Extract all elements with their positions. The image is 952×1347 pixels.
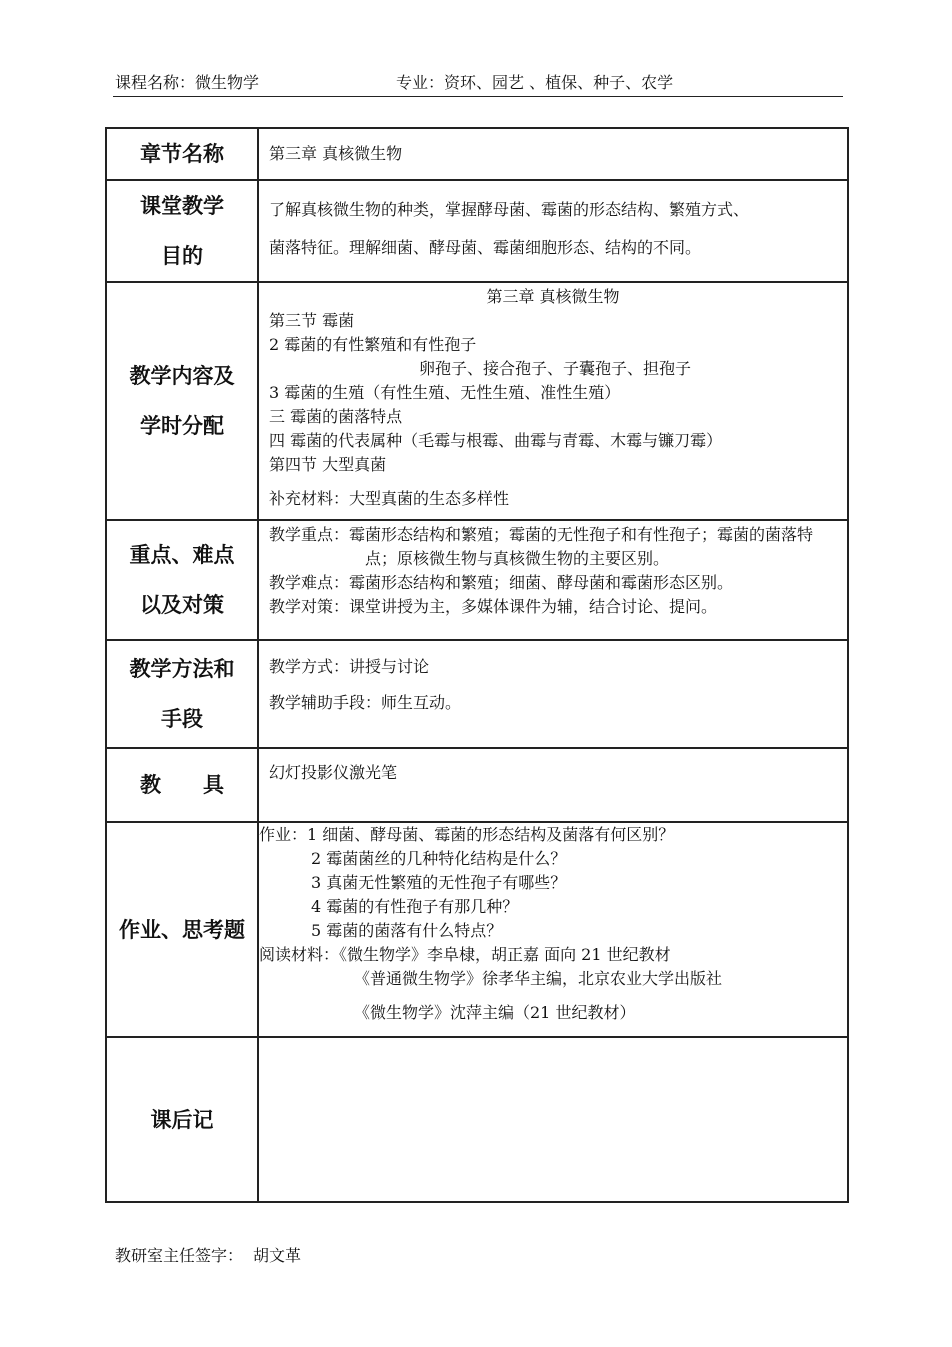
teaching-focus: 教学重点：霉菌形态结构和繁殖；霉菌的无性孢子和有性孢子；霉菌的菌落特点；原核微生物与真核微生物的主要区别。: [269, 525, 814, 568]
content-line: 2 霉菌的有性繁殖和有性孢子: [269, 335, 477, 354]
value-method: [258, 640, 848, 748]
homework-line: 《普通微生物学》徐孝华主编，北京农业大学出版社: [354, 969, 723, 988]
content-line: 补充材料：大型真菌的生态多样性: [269, 489, 510, 508]
label-tools: 教 具: [106, 748, 258, 822]
table-row-keypoints: [106, 520, 848, 640]
label-content-line1: 教学内容及: [129, 364, 235, 388]
value-objective: [258, 180, 848, 282]
content-line: 3 霉菌的生殖（有性生殖、无性生殖、准性生殖）: [269, 383, 621, 402]
objective-line1: 了解真核微生物的种类，掌握酵母菌、霉菌的形态结构、繁殖方式、: [269, 200, 750, 219]
course-name: 课程名称：微生物学: [115, 73, 260, 92]
label-method-line1: 教学方法和: [129, 657, 235, 681]
value-content: [258, 282, 848, 520]
table-row-afterclass: [106, 1037, 848, 1202]
teaching-mode: 教学方式：讲授与讨论: [269, 657, 430, 676]
value-chapter-name: 第三章 真核微生物: [258, 128, 848, 180]
value-afterclass: [258, 1037, 848, 1202]
label-method: [106, 640, 258, 748]
homework-line: 5 霉菌的菌落有什么特点？: [311, 921, 503, 940]
label-objective: [106, 180, 258, 282]
homework-line: 阅读材料：《微生物学》李阜棣，胡正嘉 面向 21 世纪教材: [259, 945, 671, 964]
content-line: 第三节 霉菌: [269, 311, 355, 330]
table-row-chapter: [106, 128, 848, 180]
label-keypoints: [106, 520, 258, 640]
label-keypoints-line2: 以及对策: [140, 593, 224, 617]
table-row-homework: [106, 822, 848, 1037]
content-line: 四 霉菌的代表属种（毛霉与根霉、曲霉与青霉、木霉与镰刀霉）: [269, 431, 723, 450]
objective-line2: 菌落特征。理解细菌、酵母菌、霉菌细胞形态、结构的不同。: [269, 238, 702, 257]
content-line: 卵孢子、接合孢子、子囊孢子、担孢子: [419, 359, 692, 378]
homework-line: 4 霉菌的有性孢子有那几种？: [311, 897, 519, 916]
major-list: 专业：资环、园艺 、植保、种子、农学: [396, 73, 674, 92]
signature-name: 胡文革: [253, 1246, 302, 1265]
content-line: 三 霉菌的菌落特点: [269, 407, 403, 426]
label-homework: 作业、思考题: [106, 822, 258, 1037]
label-objective-line2: 目的: [161, 244, 203, 268]
label-afterclass: 课后记: [106, 1037, 258, 1202]
content-line: 第四节 大型真菌: [269, 455, 387, 474]
page-header: [113, 70, 843, 97]
teaching-difficulty: 教学难点：霉菌形态结构和繁殖；细菌、酵母菌和霉菌形态区别。: [269, 573, 734, 592]
homework-line: 作业：1 细菌、酵母菌、霉菌的形态结构及菌落有何区别？: [259, 825, 675, 844]
teaching-strategy: 教学对策：课堂讲授为主，多媒体课件为辅，结合讨论、提问。: [269, 597, 718, 616]
value-homework: [258, 822, 848, 1037]
value-tools: 幻灯投影仪激光笔: [258, 748, 848, 822]
teaching-aids: 教学辅助手段：师生互动。: [269, 693, 462, 712]
table-row-method: [106, 640, 848, 748]
label-content-line2: 学时分配: [140, 414, 224, 438]
signature-label: 教研室主任签字：: [115, 1246, 244, 1265]
value-keypoints: [258, 520, 848, 640]
signature-footer: [115, 1243, 301, 1266]
label-content: [106, 282, 258, 520]
table-row-content: [106, 282, 848, 520]
lesson-plan-table: [105, 127, 849, 1203]
label-chapter-name: 章节名称: [106, 128, 258, 180]
homework-line: 《微生物学》沈萍主编（21 世纪教材）: [354, 1003, 636, 1022]
table-row-tools: [106, 748, 848, 822]
label-method-line2: 手段: [161, 707, 203, 731]
homework-line: 2 霉菌菌丝的几种特化结构是什么？: [311, 849, 567, 868]
homework-line: 3 真菌无性繁殖的无性孢子有哪些？: [311, 873, 567, 892]
table-row-objective: [106, 180, 848, 282]
label-keypoints-line1: 重点、难点: [129, 543, 235, 567]
content-line: 第三章 真核微生物: [486, 287, 620, 306]
label-objective-line1: 课堂教学: [140, 194, 224, 218]
